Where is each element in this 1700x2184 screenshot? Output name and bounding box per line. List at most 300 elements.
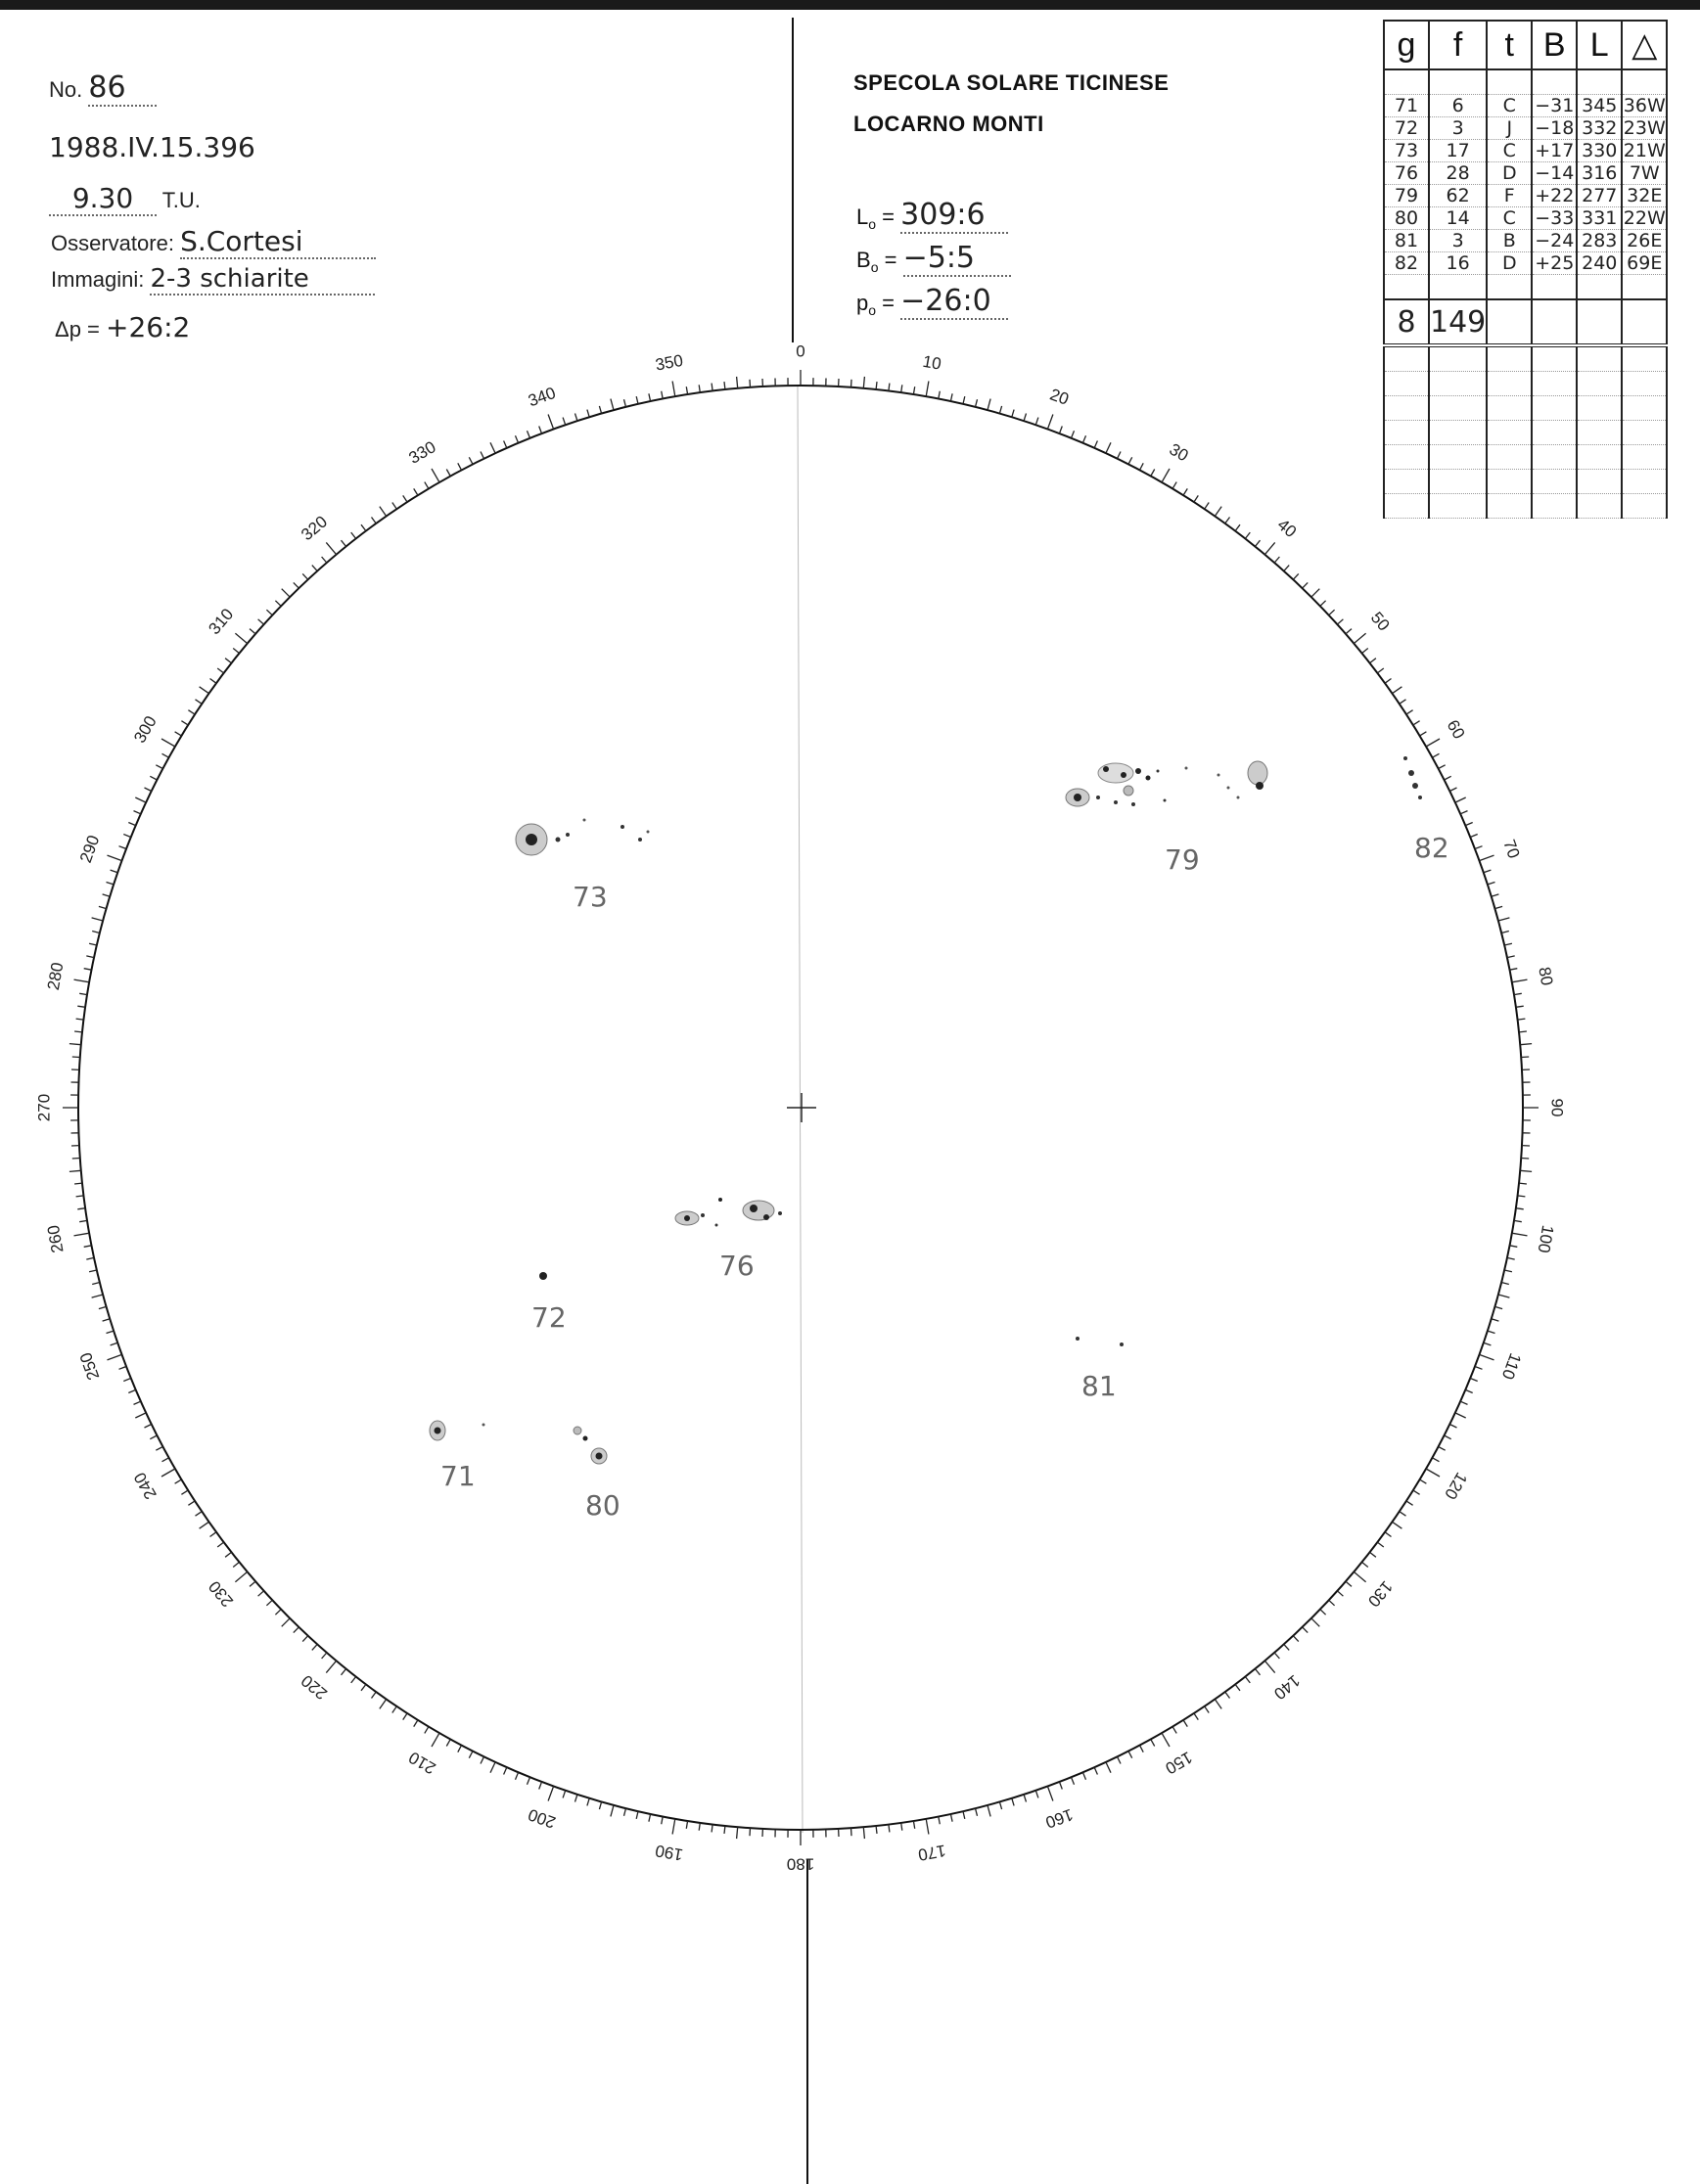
- empty-row: [1384, 345, 1667, 372]
- scale-tick: [1480, 1354, 1494, 1360]
- table-cell: −33: [1532, 207, 1577, 230]
- scale-tick: [342, 1669, 346, 1675]
- group-label-80: 80: [585, 1489, 620, 1522]
- scale-tick: [77, 1208, 85, 1209]
- table-cell: [1487, 69, 1532, 95]
- scale-tick: [1492, 894, 1499, 896]
- scale-label: 230: [205, 1576, 238, 1611]
- scale-tick: [1162, 1733, 1170, 1747]
- images-value: 2-3 schiarite: [150, 264, 375, 296]
- scale-tick: [432, 469, 439, 482]
- table-cell: 28: [1429, 162, 1487, 185]
- scale-tick: [1303, 582, 1309, 588]
- scale-tick: [1445, 776, 1451, 780]
- scale-tick: [1172, 482, 1176, 489]
- table-cell: [1429, 69, 1487, 95]
- scale-tick: [89, 943, 97, 945]
- table-cell: [1622, 470, 1667, 494]
- scale-tick: [851, 380, 852, 387]
- spot: [1076, 1337, 1080, 1341]
- scale-tick: [1035, 1791, 1038, 1798]
- spot: [1096, 796, 1100, 799]
- table-header-row: [1384, 21, 1667, 69]
- scale-tick: [699, 385, 700, 392]
- scale-tick: [1151, 470, 1155, 477]
- scale-label: 180: [786, 1854, 815, 1874]
- scale-tick: [1439, 765, 1446, 769]
- scale-tick: [1385, 1532, 1391, 1537]
- sunspot-group-76: [675, 1198, 782, 1227]
- l0-sub: o: [868, 216, 877, 232]
- scale-tick: [1488, 883, 1495, 885]
- scale-tick: [403, 495, 407, 502]
- scale-tick: [876, 382, 877, 389]
- spot-umbra: [435, 1428, 441, 1434]
- scale-tick: [1393, 687, 1402, 694]
- scale-label: 40: [1273, 515, 1301, 542]
- table-cell: [1429, 345, 1487, 372]
- scale-tick: [699, 1823, 700, 1831]
- scale-label: 170: [916, 1841, 947, 1865]
- table-cell: [1384, 421, 1429, 445]
- scale-tick: [74, 1031, 82, 1032]
- table-cell: [1429, 445, 1487, 470]
- scale-tick: [1460, 1401, 1467, 1404]
- dp-label: Δp =: [55, 317, 100, 341]
- scale-tick: [86, 956, 94, 958]
- scale-tick: [235, 633, 247, 643]
- scale-tick: [76, 1196, 84, 1197]
- scale-tick: [150, 776, 157, 780]
- table-cell: 26E: [1622, 230, 1667, 252]
- scale-tick: [432, 1733, 439, 1747]
- scale-tick: [1205, 503, 1210, 510]
- table-cell: D: [1487, 162, 1532, 185]
- scale-tick: [162, 753, 169, 757]
- table-cell: 22W: [1623, 207, 1666, 229]
- table-cell: [1532, 345, 1577, 372]
- scale-label: 50: [1366, 608, 1394, 635]
- scale-tick: [1514, 1220, 1522, 1221]
- scale-tick: [380, 1700, 387, 1709]
- scale-tick: [1151, 1740, 1155, 1747]
- scale-tick: [188, 1501, 195, 1505]
- spot: [647, 831, 650, 834]
- scale-tick: [181, 721, 188, 725]
- scale-label: 90: [1547, 1098, 1567, 1117]
- col-header-t: t: [1487, 21, 1532, 69]
- scale-tick: [1475, 1367, 1483, 1370]
- spot: [1121, 772, 1126, 778]
- scale-tick: [750, 1828, 751, 1836]
- scale-tick: [361, 1684, 366, 1690]
- table-cell: 14: [1429, 207, 1487, 230]
- scale-tick: [1082, 435, 1085, 442]
- spot-penumbra: [1248, 761, 1267, 785]
- scale-tick: [150, 1435, 157, 1439]
- scale-tick: [490, 442, 495, 453]
- scale-tick: [999, 406, 1001, 414]
- scale-label: 350: [654, 350, 685, 375]
- table-cell: [1487, 445, 1532, 470]
- scale-tick: [326, 1661, 336, 1672]
- scale-tick: [1284, 566, 1289, 571]
- sunspot-group-table: [1383, 20, 1668, 519]
- scale-tick: [134, 1401, 141, 1404]
- scale-tick: [162, 1458, 169, 1462]
- scale-tick: [1311, 1618, 1320, 1627]
- scale-tick: [414, 1720, 418, 1727]
- group-label-81: 81: [1081, 1370, 1117, 1402]
- scale-tick: [750, 380, 751, 387]
- scale-tick: [1514, 993, 1522, 994]
- table-cell: 345: [1577, 95, 1622, 117]
- scale-tick: [123, 835, 130, 838]
- scale-tick: [1264, 1661, 1274, 1672]
- scale-tick: [1082, 1772, 1085, 1779]
- scale-tick: [1293, 573, 1299, 579]
- scale-tick: [1501, 1283, 1509, 1285]
- scale-tick: [123, 1379, 130, 1382]
- table-cell: 331: [1577, 207, 1622, 230]
- table-cell: [1384, 275, 1429, 300]
- scale-tick: [1504, 943, 1512, 945]
- dp-value: +26:2: [106, 311, 191, 343]
- table-cell: D: [1487, 252, 1532, 275]
- table-cell: B: [1487, 230, 1532, 252]
- sunspot-group-79: [1066, 761, 1267, 806]
- scale-tick: [599, 1801, 601, 1809]
- scale-tick: [74, 1233, 90, 1236]
- scale-tick: [361, 524, 366, 530]
- table-cell: +25: [1532, 252, 1577, 275]
- table-cell: [1429, 372, 1487, 396]
- table-cell: [1622, 275, 1667, 300]
- scale-tick: [69, 1044, 81, 1045]
- scale-tick: [737, 377, 738, 388]
- scale-label: 270: [34, 1093, 54, 1122]
- table-cell: 36W: [1623, 95, 1666, 116]
- l0-eq: =: [882, 205, 896, 229]
- table-cell: [1577, 396, 1622, 421]
- scale-label: 160: [1042, 1804, 1076, 1833]
- scale-tick: [1255, 1669, 1260, 1675]
- spot: [1227, 787, 1230, 790]
- group-label-71: 71: [440, 1460, 476, 1492]
- table-row: [1384, 140, 1667, 162]
- spot: [1135, 768, 1141, 774]
- scale-tick: [636, 1811, 638, 1819]
- table-cell: [1577, 470, 1622, 494]
- table-cell: [1577, 445, 1622, 470]
- table-cell: −24: [1532, 230, 1577, 252]
- scale-tick: [1106, 1762, 1111, 1773]
- scale-tick: [258, 619, 264, 624]
- number-value: 86: [88, 70, 157, 107]
- table-cell: 32E: [1622, 185, 1667, 207]
- scale-tick: [1370, 1552, 1376, 1557]
- scale-tick: [599, 406, 601, 414]
- spot-penumbra: [743, 1201, 774, 1220]
- scale-tick: [372, 518, 377, 523]
- table-cell: 72: [1384, 117, 1429, 140]
- sunspot-group-73: [516, 819, 650, 856]
- scale-tick: [1400, 700, 1406, 705]
- scale-tick: [1106, 442, 1111, 453]
- scale-tick: [258, 1591, 264, 1596]
- scale-tick: [686, 387, 687, 394]
- scale-tick: [1094, 441, 1097, 448]
- scale-tick: [1337, 1591, 1343, 1596]
- scale-tick: [1518, 1019, 1526, 1020]
- scale-tick: [135, 1413, 146, 1418]
- scale-tick: [312, 1644, 317, 1650]
- table-cell: [1429, 421, 1487, 445]
- scale-tick: [89, 1270, 97, 1272]
- b0-sub: o: [870, 259, 879, 275]
- scale-tick: [1445, 1435, 1451, 1439]
- table-cell: F: [1487, 185, 1532, 207]
- scale-tick: [1520, 1170, 1532, 1171]
- scale-tick: [1449, 788, 1456, 792]
- scale-tick: [1320, 1610, 1326, 1615]
- empty-row: [1384, 470, 1667, 494]
- table-cell: −18: [1532, 117, 1577, 140]
- table-cell: 3: [1429, 230, 1487, 252]
- empty-row: [1384, 494, 1667, 519]
- scale-tick: [1245, 1677, 1250, 1683]
- col-header-l: L: [1577, 21, 1622, 69]
- table-cell: 17: [1429, 140, 1487, 162]
- spot: [1185, 767, 1188, 770]
- scale-tick: [950, 393, 952, 401]
- scale-tick: [446, 1740, 450, 1747]
- scale-tick: [380, 507, 387, 517]
- scale-tick: [322, 1653, 327, 1659]
- scale-tick: [672, 382, 675, 397]
- scale-tick: [84, 1246, 92, 1248]
- scale-tick: [1406, 710, 1413, 714]
- scale-tick: [1420, 732, 1427, 736]
- scale-tick: [134, 811, 141, 814]
- scale-tick: [1413, 721, 1420, 725]
- spot: [620, 825, 624, 829]
- scale-tick: [77, 1006, 85, 1007]
- table-cell: 16: [1429, 252, 1487, 275]
- scale-tick: [548, 415, 554, 430]
- scale-tick: [1128, 1752, 1132, 1758]
- scale-tick: [1215, 1700, 1221, 1709]
- table-cell: [1532, 275, 1577, 300]
- table-cell: 81: [1384, 230, 1429, 252]
- scale-tick: [1183, 1720, 1187, 1727]
- table-cell: [1577, 69, 1622, 95]
- scale-label: 20: [1047, 385, 1072, 409]
- scale-tick: [135, 797, 146, 802]
- scale-tick: [72, 1057, 80, 1058]
- scale-tick: [1465, 823, 1472, 826]
- table-cell: [1487, 494, 1532, 519]
- table-cell: [1487, 372, 1532, 396]
- scale-label: 0: [796, 341, 805, 361]
- group-label-76: 76: [719, 1250, 755, 1282]
- scale-tick: [1480, 855, 1494, 861]
- scale-tick: [188, 710, 195, 714]
- table-cell: [1577, 494, 1622, 519]
- scale-tick: [1507, 1257, 1515, 1259]
- scale-tick: [1492, 1319, 1499, 1321]
- scale-tick: [99, 906, 107, 908]
- table-cell: C: [1487, 95, 1532, 117]
- scale-tick: [649, 1814, 651, 1822]
- table-cell: [1384, 494, 1429, 519]
- table-row: [1384, 207, 1667, 230]
- spot: [556, 838, 561, 842]
- images-label: Immagini:: [51, 267, 145, 292]
- scale-tick: [326, 542, 336, 554]
- scale-label: 150: [1162, 1748, 1196, 1778]
- scale-tick: [1377, 1542, 1383, 1547]
- scale-tick: [76, 1019, 84, 1020]
- table-cell: [1622, 421, 1667, 445]
- scale-tick: [72, 1159, 80, 1160]
- scale-tick: [458, 463, 462, 470]
- scale-tick: [103, 1319, 111, 1321]
- scale-tick: [1521, 1057, 1529, 1058]
- scale-tick: [1235, 524, 1240, 530]
- scale-tick: [1420, 1479, 1427, 1483]
- scale-tick: [1047, 1787, 1053, 1801]
- table-cell: [1622, 396, 1667, 421]
- scale-tick: [611, 1805, 614, 1817]
- scale-tick: [1194, 495, 1198, 502]
- scale-tick: [1498, 918, 1510, 921]
- scale-label: 220: [298, 1670, 332, 1704]
- scale-tick: [988, 1805, 990, 1817]
- scale-tick: [1354, 1571, 1365, 1581]
- scale-tick: [1072, 1777, 1075, 1784]
- table-cell: [1577, 372, 1622, 396]
- scale-tick: [1140, 463, 1144, 470]
- table-cell: [1532, 445, 1577, 470]
- scale-tick: [1012, 410, 1014, 418]
- scale-tick: [1385, 679, 1391, 684]
- scale-tick: [950, 1814, 952, 1822]
- scale-tick: [1162, 469, 1170, 482]
- scale-tick: [1519, 1183, 1527, 1184]
- scale-tick: [563, 1791, 566, 1798]
- scale-tick: [1509, 1246, 1517, 1248]
- scale-tick: [425, 482, 429, 489]
- scale-tick: [490, 1762, 495, 1773]
- scale-tick: [1311, 589, 1320, 598]
- scale-tick: [1060, 1782, 1063, 1790]
- scale-tick: [111, 870, 118, 873]
- scale-tick: [504, 1767, 507, 1774]
- scale-tick: [92, 932, 100, 933]
- scale-tick: [1465, 1389, 1472, 1392]
- scale-tick: [1470, 1379, 1477, 1382]
- scale-label: 60: [1443, 716, 1469, 743]
- scale-tick: [128, 1389, 135, 1392]
- scale-tick: [92, 1295, 104, 1297]
- scale-tick: [913, 1821, 914, 1829]
- scale-tick: [161, 1469, 175, 1477]
- group-label-72: 72: [531, 1301, 567, 1334]
- table-cell: C: [1487, 140, 1532, 162]
- table-cell: [1429, 470, 1487, 494]
- scale-tick: [539, 427, 542, 434]
- scale-tick: [1484, 870, 1492, 873]
- scale-tick: [1118, 452, 1122, 459]
- scale-tick: [1521, 1159, 1529, 1160]
- scale-tick: [108, 855, 122, 861]
- scale-tick: [175, 732, 182, 736]
- table-cell: 332: [1577, 117, 1622, 140]
- scale-tick: [1460, 811, 1467, 814]
- time-value: 9.30: [49, 182, 157, 216]
- scale-tick: [1518, 1196, 1526, 1197]
- scale-tick: [1509, 969, 1517, 971]
- scale-tick: [587, 1798, 589, 1806]
- table-cell: −14: [1532, 162, 1577, 185]
- scale-tick: [963, 396, 965, 404]
- scale-tick: [322, 557, 327, 563]
- scale-tick: [636, 396, 638, 404]
- scale-tick: [1512, 1233, 1528, 1236]
- table-cell: [1384, 445, 1429, 470]
- sunspot-group-72: [539, 1272, 547, 1280]
- table-cell: [1384, 69, 1429, 95]
- scale-tick: [999, 1801, 1001, 1809]
- scale-label: 260: [43, 1223, 68, 1254]
- scale-tick: [294, 582, 299, 588]
- scale-tick: [342, 540, 346, 546]
- scale-tick: [69, 1170, 81, 1171]
- spot: [1164, 799, 1167, 802]
- scale-tick: [1470, 835, 1477, 838]
- table-cell: [1532, 69, 1577, 95]
- scale-tick: [74, 1183, 82, 1184]
- observer-value: S.Cortesi: [180, 225, 376, 259]
- scale-tick: [200, 1522, 209, 1528]
- observatory-location: LOCARNO MONTI: [853, 112, 1044, 136]
- scale-tick: [108, 1354, 122, 1360]
- spot-penumbra: [1098, 763, 1133, 783]
- scale-label: 200: [526, 1804, 559, 1833]
- scale-tick: [145, 788, 152, 792]
- table-cell: [1429, 275, 1487, 300]
- scale-tick: [876, 1826, 877, 1834]
- spot: [715, 1224, 718, 1227]
- spacer-row: [1384, 275, 1667, 300]
- scale-tick: [624, 1808, 626, 1816]
- scale-tick: [988, 399, 990, 411]
- scale-tick: [516, 435, 519, 442]
- empty-row: [1384, 421, 1667, 445]
- spot: [1103, 766, 1109, 772]
- scale-tick: [1426, 739, 1440, 747]
- empty-row: [1384, 445, 1667, 470]
- scale-tick: [1329, 1600, 1335, 1606]
- table-cell: 3: [1429, 117, 1487, 140]
- scale-tick: [737, 1827, 738, 1839]
- scale-tick: [210, 679, 216, 684]
- scale-tick: [1255, 540, 1260, 546]
- scale-tick: [1274, 1653, 1279, 1659]
- scale-tick: [1047, 415, 1053, 430]
- scale-tick: [575, 1795, 577, 1802]
